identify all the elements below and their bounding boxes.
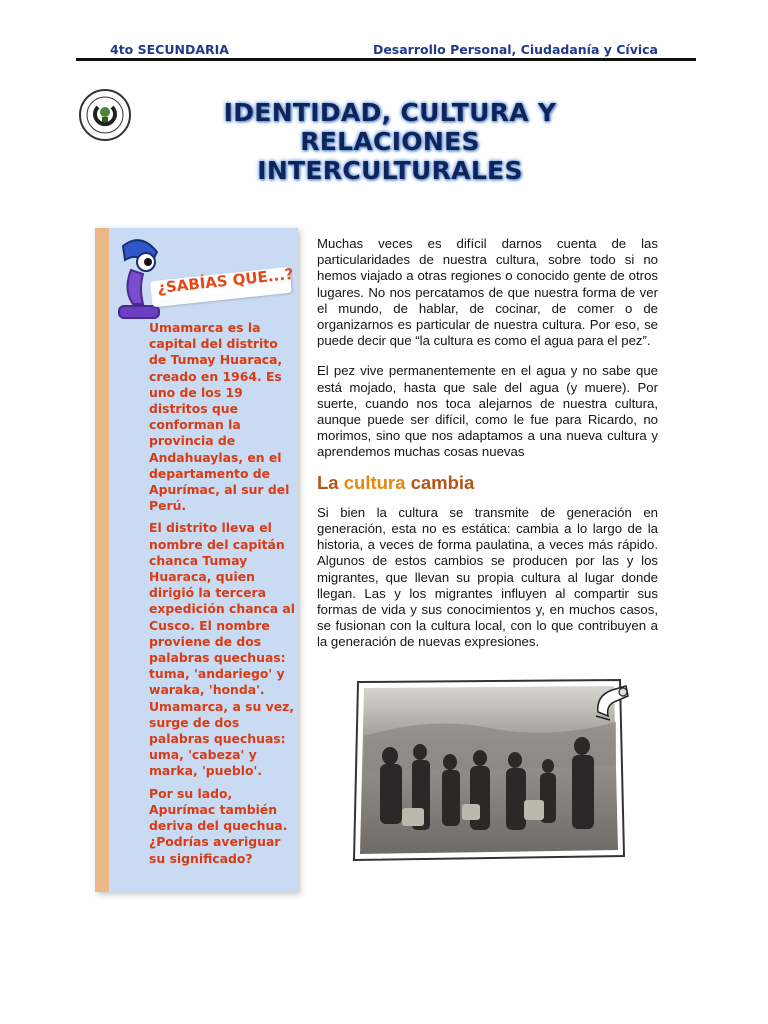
lamp-icon (592, 682, 632, 724)
sidebar-heading: ¿SABÍAS QUE...? (156, 264, 295, 298)
section-title-highlight: cultura (343, 471, 406, 493)
header-rule (76, 58, 696, 61)
sidebar-paragraph: Umamarca es la capital del distrito de Tumay Huaraca, creado en 1964. Es uno de los 19 distritos que conforman la provincia de Andahuaylas, en el departamento de Apurímac, al sur del Perú. (149, 320, 290, 514)
migrants-photo (350, 676, 627, 864)
sidebar-paragraph: El distrito lleva el nombre del capitán chanca Tumay Huaraca, quien dirigió la tercera expedición chanca al Cusco. El nombre proviene de dos palabras quechuas: tuma, 'andariego' y waraka, 'honda'. Umamarca, a su vez, surge de dos palabras quechuas: uma, 'cabeza' y marka, 'pueblo'. (149, 520, 296, 779)
section-title-start: La (317, 471, 339, 493)
page-title-line2: INTERCULTURALES (257, 156, 523, 185)
body-paragraph: El pez vive permanentemente en el agua y no sabe que está mojado, hasta que sale del agua (y muere). Por suerte, cuando nos toca alejarnos de nuestra cultura, aunque puede ser difícil, como le fue para Ricardo, no morimos, sino que nos adaptamos a una nueva cultura y aprendemos muchas cosas nuevas (317, 363, 658, 460)
header-subject: Desarrollo Personal, Ciudadanía y Cívica (372, 42, 658, 57)
page-title-line1: IDENTIDAD, CULTURA Y RELACIONES (223, 98, 557, 156)
sidebar-text (149, 320, 298, 873)
main-content (317, 236, 658, 665)
section-title-end: cambia (410, 471, 475, 493)
body-paragraph: Muchas veces es difícil darnos cuenta de las particularidades de nuestra cultura, sobre todo si no hemos viajado a otras regiones o conocido gente de otros lugares. No nos percatamos de que nuestra forma de ver el mundo, de hablar, de cocinar, de comer o de organizarnos es particular de nuestra cultura. Por eso, se puede decir que “la cultura es como el agua para el pez”. (317, 236, 658, 349)
school-seal-icon (78, 88, 132, 142)
section-title (317, 471, 658, 493)
header-grade: 4to SECUNDARIA (110, 42, 229, 57)
sidebar-paragraph: Por su lado, Apurímac también deriva del quechua. ¿Podrías averiguar su significado? (149, 785, 288, 866)
sabias-que-sidebar (95, 228, 298, 892)
body-paragraph: Si bien la cultura se transmite de generación en generación, esta no es estática: cambia a lo largo de la historia, a veces de forma paulatina, a veces más rápido. Algunos de estos cambios se producen por las y los migrantes, que llevan su propia cultura al lugar donde llegan. Las y los migrantes influyen al compartir sus formas de vida y sus conocimientos y, en muchos casos, se fusionan con la cultura local, con lo que contribuyen a la generación de nuevas expresiones. (317, 504, 658, 650)
